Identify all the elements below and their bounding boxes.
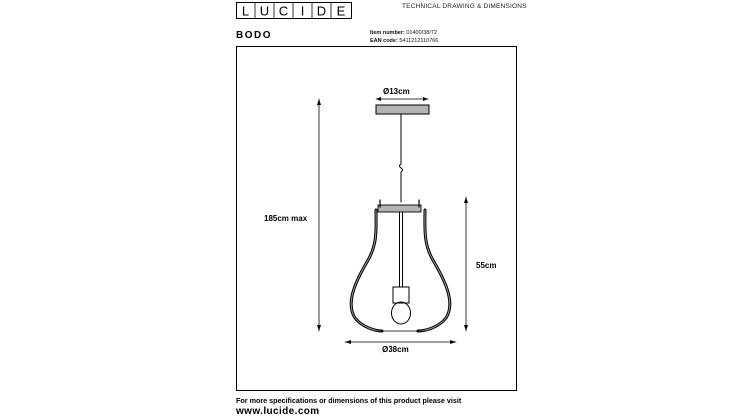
max-height-dimension-line <box>317 99 321 331</box>
footer-note: For more specifications or dimensions of this product please visit <box>236 396 462 405</box>
shade-outline <box>351 210 450 331</box>
website-link[interactable]: www.lucide.com <box>236 406 320 417</box>
cable-knot <box>400 164 403 172</box>
ean-label: EAN code: <box>370 38 398 44</box>
logo-letter: L <box>241 3 250 19</box>
light-bulb <box>392 302 411 324</box>
logo-letter: E <box>336 3 346 19</box>
logo-letter: D <box>316 3 327 19</box>
lamp-socket <box>393 287 409 303</box>
ean-code: 5411212110766 <box>399 38 439 44</box>
ceiling-canopy <box>376 105 429 114</box>
shade-top-band <box>378 205 421 212</box>
logo-letter: U <box>259 3 270 19</box>
logo-letter: I <box>300 3 305 19</box>
logo-letter: C <box>278 3 289 19</box>
canopy-diameter-label: Ø13cm <box>383 87 410 96</box>
shade-width-dimension-line <box>345 340 456 344</box>
document-title: TECHNICAL DRAWING & DIMENSIONS <box>402 3 527 10</box>
shade-height-label: 55cm <box>476 261 497 270</box>
canopy-dimension-line <box>376 97 428 101</box>
item-number: 01400/38/72 <box>406 30 437 36</box>
shade-diameter-label: Ø38cm <box>382 345 409 354</box>
product-name: BODO <box>236 30 272 41</box>
item-number-label: Item number: <box>370 30 405 36</box>
shade-height-dimension-line <box>464 197 468 331</box>
max-height-label: 185cm max <box>264 214 308 223</box>
